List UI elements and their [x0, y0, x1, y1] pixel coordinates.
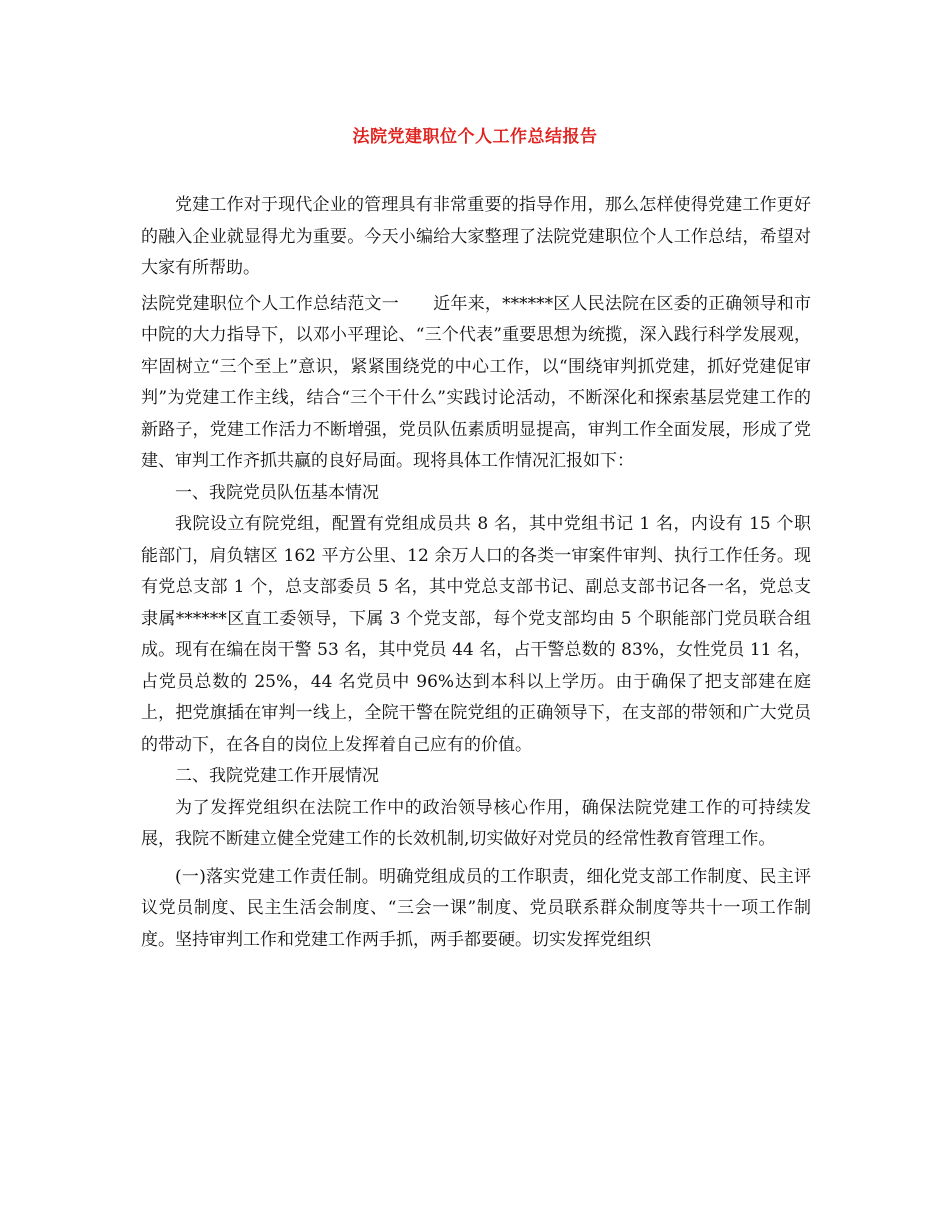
intro-paragraph: 党建工作对于现代企业的管理具有非常重要的指导作用，那么怎样使得党建工作更好的融入企业就显得尤为重要。今天小编给大家整理了法院党建职位个人工作总结，希望对大家有所帮助。: [141, 195, 811, 278]
section-paragraph: 我院设立有院党组，配置有党组成员共 8 名，其中党组书记 1 名，内设有 15 个职能部门，肩负辖区 162 平方公里、12 余万人口的各类一审案件审判、执行工作任务。现有党总支部 1 个，总支部委员 5 名，其中党总支部书记、副总支部书记各一名，党总支隶属******区直工委领导，下属 3 个党支部，每个党支部均由 5 个职能部门党员联合组成。现有在编在岗干警 53 名，其中党员 44 名，占干警总数的 83%，女性党员 11 名，占党员总数的 25%，44 名党员中 96%达到本科以上学历。由于确保了把支部建在庭上，把党旗插在审判一线上，全院干警在院党组的正确领导下，在支部的带领和广大党员的带动下，在各自的岗位上发挥着自己应有的价值。: [141, 514, 811, 755]
section-paragraph: 法院党建职位个人工作总结范文一 近年来，******区人民法院在区委的正确领导和市中院的大力指导下，以邓小平理论、“三个代表”重要思想为统揽，深入践行科学发展观，牢固树立“三个至上”意识，紧紧围绕党的中心工作，以“围绕审判抓党建，抓好党建促审判”为党建工作主线，结合“三个干什么”实践讨论活动，不断深化和探索基层党建工作的新路子，党建工作活力不断增强，党员队伍素质明显提高，审判工作全面发展，形成了党建、审判工作齐抓共赢的良好局面。现将具体工作情况汇报如下：: [141, 293, 811, 471]
section-paragraph: (一)落实党建工作责任制。明确党组成员的工作职责，细化党支部工作制度、民主评议党员制度、民主生活会制度、“三会一课”制度、党员联系群众制度等共十一项工作制度。坚持审判工作和党建工作两手抓，两手都要硬。切实发挥党组织: [141, 866, 811, 950]
document-body: [141, 190, 811, 956]
section-heading-1: 一、我院党员队伍基本情况: [175, 482, 379, 503]
document-title: 法院党建职位个人工作总结报告: [352, 127, 598, 147]
section-paragraph: 为了发挥党组织在法院工作中的政治领导核心作用，确保法院党建工作的可持续发展，我院不断建立健全党建工作的长效机制,切实做好对党员的经常性教育管理工作。: [141, 797, 811, 849]
section-heading-2: 二、我院党建工作开展情况: [175, 766, 379, 786]
